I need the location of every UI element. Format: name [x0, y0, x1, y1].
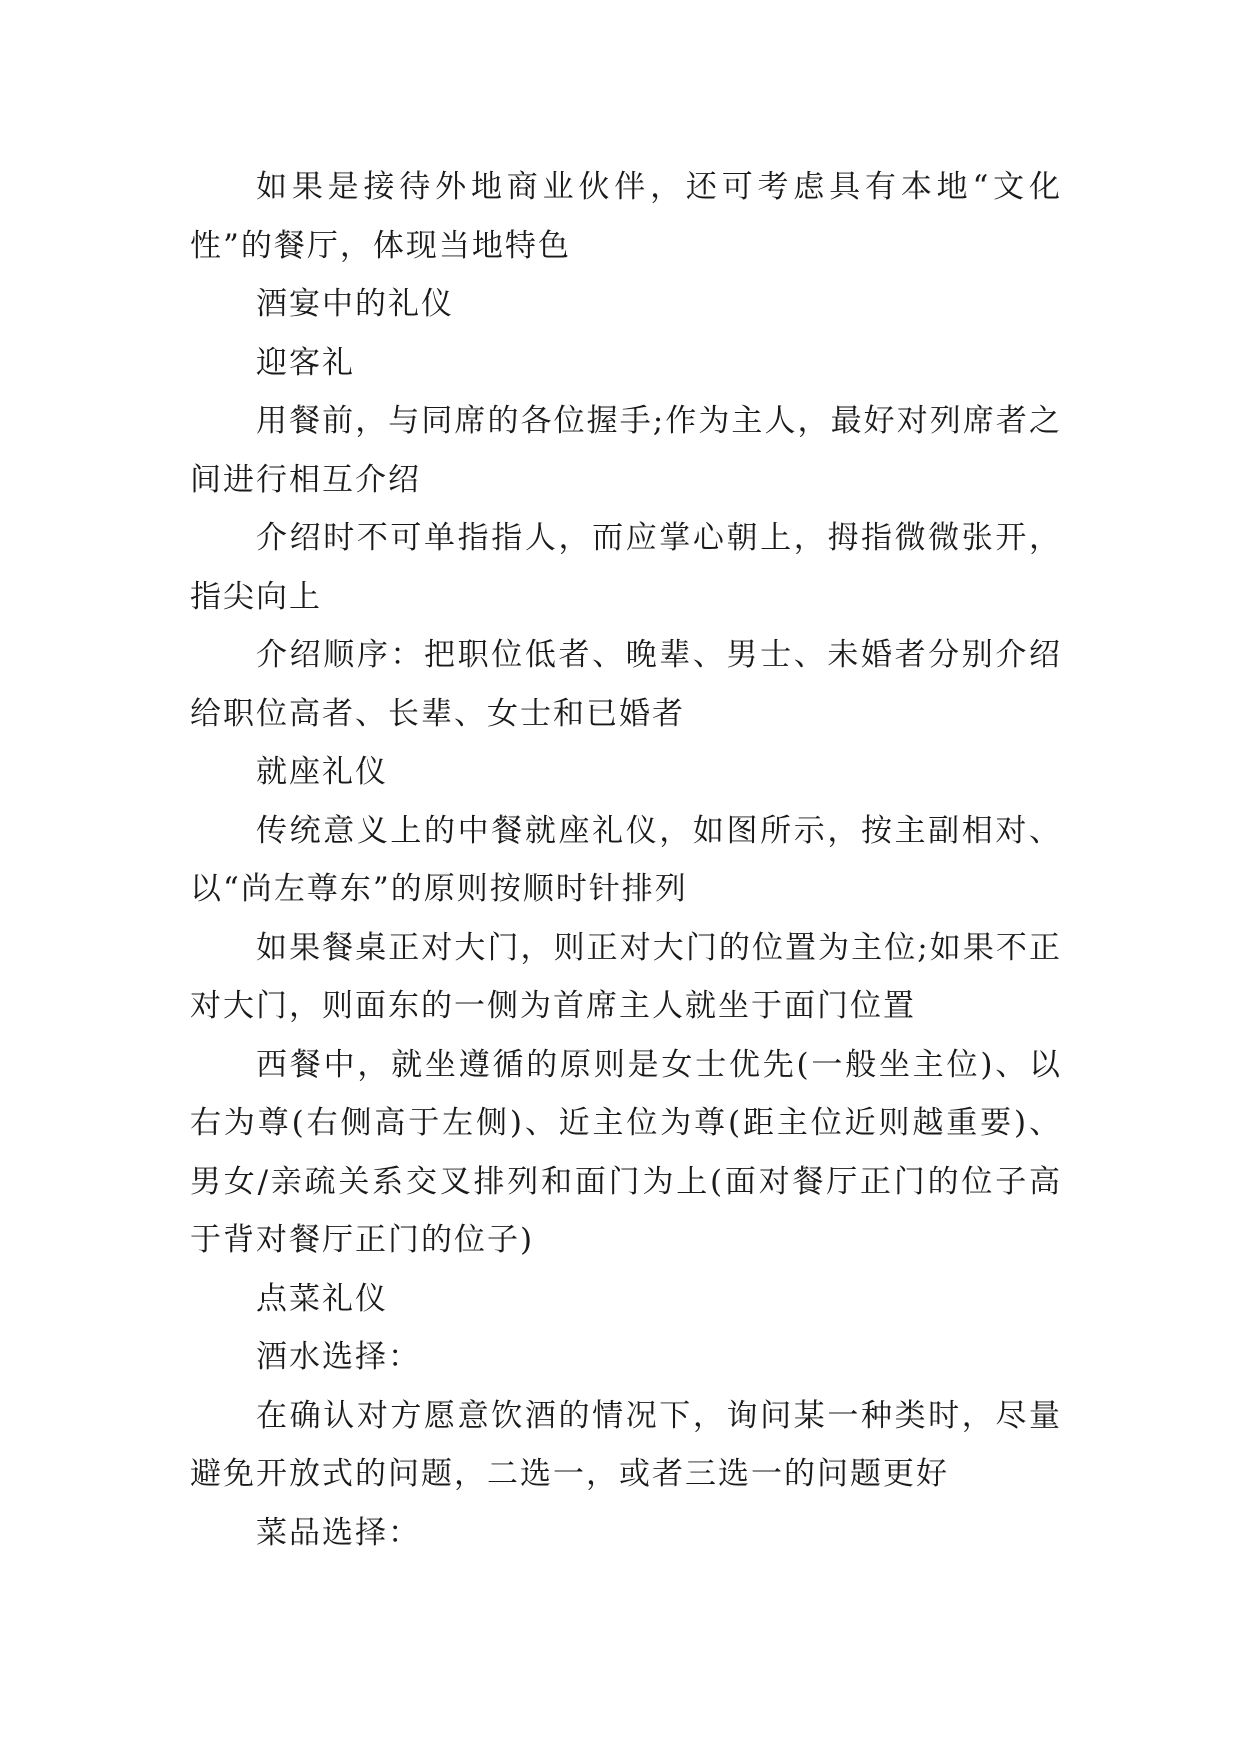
document-body — [190, 158, 1062, 1562]
heading-drink-choice: 酒水选择： — [256, 1339, 421, 1375]
paragraph-introduce-gesture: 介绍时不可单指指人，而应掌心朝上，拇指微微张开，指尖向上 — [190, 520, 1062, 615]
heading-dish-choice: 菜品选择： — [256, 1514, 421, 1551]
paragraph-handshake: 用餐前，与同席的各位握手;作为主人，最好对列席者之间进行相互介绍 — [190, 403, 1062, 498]
paragraph-drink-question: 在确认对方愿意饮酒的情况下，询问某一种类时，尽量避免开放式的问题，二选一，或者三选一的问题更好 — [190, 1397, 1062, 1492]
paragraph-hosting-restaurant: 如果是接待外地商业伙伴，还可考虑具有本地“文化性”的餐厅，体现当地特色 — [190, 169, 1062, 264]
heading-seating: 就座礼仪 — [256, 754, 388, 790]
paragraph-door-seating: 如果餐桌正对大门，则正对大门的位置为主位;如果不正对大门，则面东的一侧为首席主人就坐于面门位置 — [190, 929, 1062, 1024]
paragraph-introduce-order: 介绍顺序：把职位低者、晚辈、男士、未婚者分别介绍给职位高者、长辈、女士和已婚者 — [190, 637, 1062, 732]
heading-greeting: 迎客礼 — [256, 344, 355, 381]
paragraph-chinese-seating: 传统意义上的中餐就座礼仪，如图所示，按主副相对、以“尚左尊东”的原则按顺时针排列 — [190, 812, 1062, 907]
paragraph-western-seating: 西餐中，就坐遵循的原则是女士优先(一般坐主位)、以右为尊(右侧高于左侧)、近主位为尊(距主位近则越重要)、男女/亲疏关系交叉排列和面门为上(面对餐厅正门的位子高于背对餐厅正门的位子) — [190, 1046, 1062, 1258]
heading-banquet-etiquette: 酒宴中的礼仪 — [256, 286, 454, 322]
heading-ordering: 点菜礼仪 — [256, 1280, 388, 1317]
